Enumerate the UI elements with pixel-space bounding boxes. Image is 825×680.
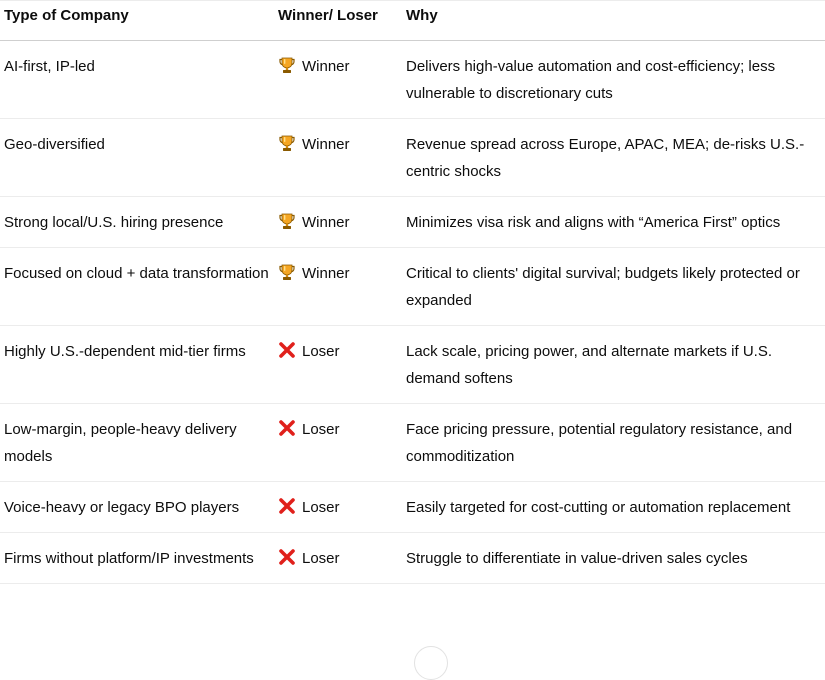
verdict-cell — [274, 248, 402, 326]
table-row — [0, 41, 825, 119]
trophy-icon — [278, 263, 296, 281]
reason-cell: Revenue spread across Europe, APAC, MEA; de-risks U.S.-centric shocks — [402, 119, 825, 197]
company-type-cell: Voice-heavy or legacy BPO players — [0, 482, 274, 533]
verdict-cell — [274, 326, 402, 404]
verdict-label: Winner — [302, 136, 350, 153]
cross-mark-icon — [278, 548, 296, 566]
verdict-cell — [274, 482, 402, 533]
scroll-down-button[interactable] — [414, 646, 448, 680]
verdict-label: Loser — [302, 343, 340, 360]
reason-cell: Critical to clients' digital survival; budgets likely protected or expanded — [402, 248, 825, 326]
table-row — [0, 119, 825, 197]
header-type-of-company: Type of Company — [0, 0, 274, 41]
reason-cell: Easily targeted for cost-cutting or automation replacement — [402, 482, 825, 533]
trophy-icon — [278, 134, 296, 152]
table-row — [0, 404, 825, 482]
company-type-cell: Low-margin, people-heavy delivery models — [0, 404, 274, 482]
header-winner-loser: Winner/ Loser — [274, 0, 402, 41]
reason-cell: Minimizes visa risk and aligns with “America First” optics — [402, 197, 825, 248]
reason-cell: Lack scale, pricing power, and alternate markets if U.S. demand softens — [402, 326, 825, 404]
table-header — [0, 0, 825, 41]
verdict-label: Loser — [302, 499, 340, 516]
table-row — [0, 248, 825, 326]
company-type-cell: AI-first, IP-led — [0, 41, 274, 119]
reason-cell: Delivers high-value automation and cost-efficiency; less vulnerable to discretionary cuts — [402, 41, 825, 119]
verdict-label: Winner — [302, 214, 350, 231]
table-body — [0, 41, 825, 584]
verdict-label: Winner — [302, 58, 350, 75]
verdict-cell — [274, 197, 402, 248]
company-type-cell: Focused on cloud + data transformation — [0, 248, 274, 326]
cross-mark-icon — [278, 341, 296, 359]
cross-mark-icon — [278, 419, 296, 437]
verdict-label: Winner — [302, 265, 350, 282]
trophy-icon — [278, 212, 296, 230]
verdict-cell — [274, 41, 402, 119]
company-type-cell: Highly U.S.-dependent mid-tier firms — [0, 326, 274, 404]
company-type-cell: Strong local/U.S. hiring presence — [0, 197, 274, 248]
table-row — [0, 482, 825, 533]
company-type-cell: Geo-diversified — [0, 119, 274, 197]
verdict-cell — [274, 119, 402, 197]
verdict-cell — [274, 404, 402, 482]
table-row — [0, 326, 825, 404]
header-row — [0, 0, 825, 41]
verdict-label: Loser — [302, 421, 340, 438]
reason-cell: Face pricing pressure, potential regulatory resistance, and commoditization — [402, 404, 825, 482]
table-row — [0, 197, 825, 248]
company-type-cell: Firms without platform/IP investments — [0, 533, 274, 584]
header-why: Why — [402, 0, 825, 41]
verdict-label: Loser — [302, 550, 340, 567]
table-row — [0, 533, 825, 584]
verdict-cell — [274, 533, 402, 584]
trophy-icon — [278, 56, 296, 74]
cross-mark-icon — [278, 497, 296, 515]
reason-cell: Struggle to differentiate in value-driven sales cycles — [402, 533, 825, 584]
